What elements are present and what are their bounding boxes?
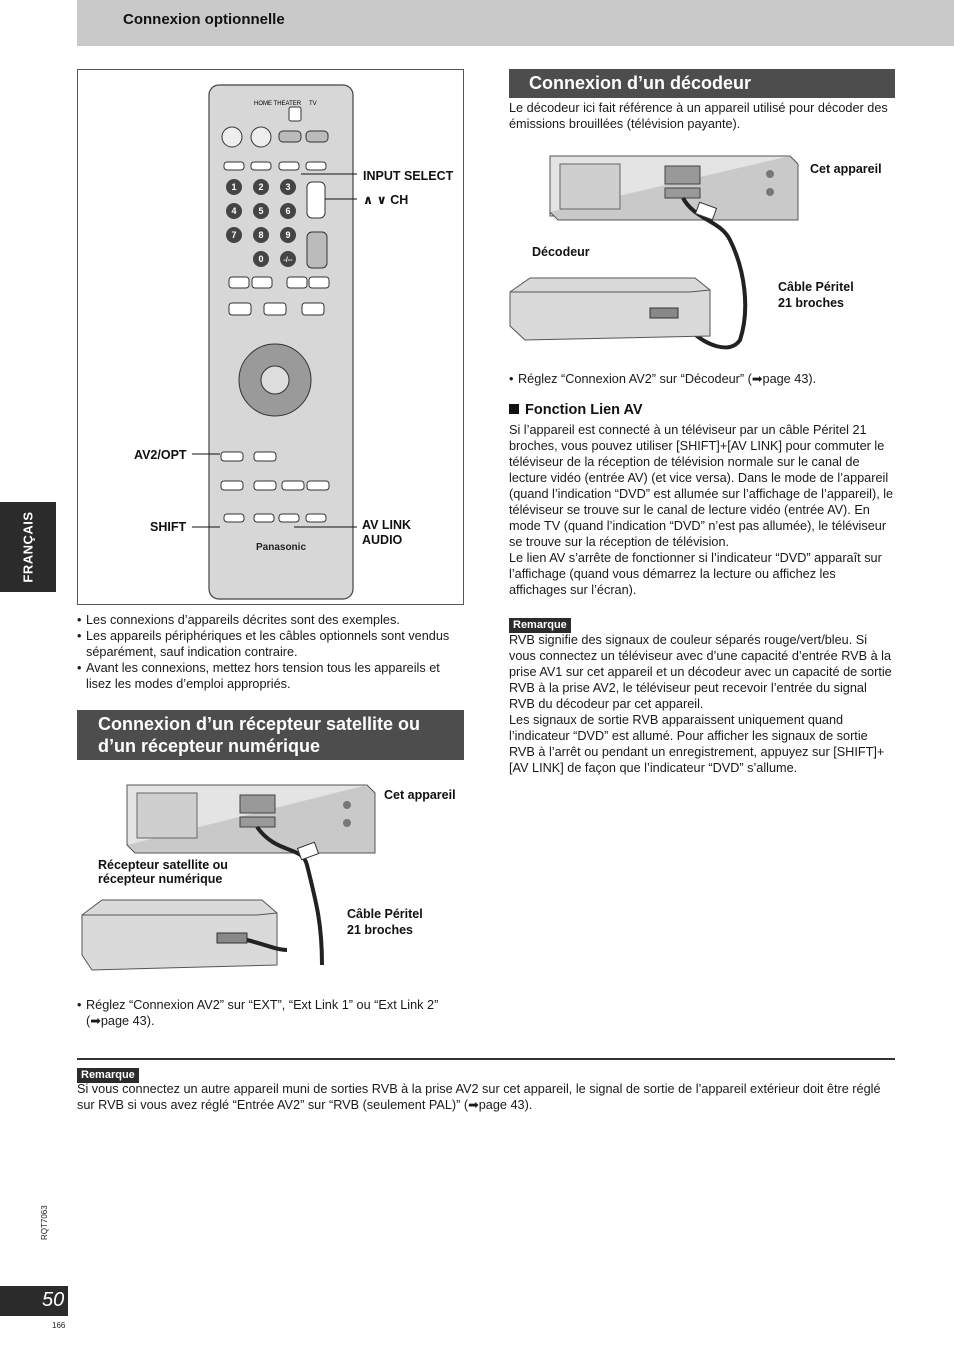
list-item: • Réglez “Connexion AV2” sur “Décodeur” (➡page 43). — [509, 372, 817, 386]
device-label: Cet appareil — [384, 788, 456, 802]
page-number: 50 — [42, 1289, 65, 1311]
receiver-label-line2: récepteur numérique — [98, 872, 223, 886]
language-tab-label: FRANÇAIS — [20, 511, 36, 583]
decoder-cable-label-line2: 21 broches — [778, 296, 845, 310]
svg-text:0: 0 — [258, 254, 264, 264]
input-select-label: INPUT SELECT — [363, 169, 454, 183]
decoder-setting-note — [509, 371, 895, 387]
audio-label: AUDIO — [362, 533, 403, 547]
svg-text:TV: TV — [309, 101, 317, 107]
sub-page-number: 166 — [52, 1321, 66, 1330]
channel-label: ∧ ∨ CH — [363, 193, 409, 207]
svg-text:HOME THEATER: HOME THEATER — [254, 101, 302, 107]
svg-text:1: 1 — [231, 182, 237, 192]
shift-label: SHIFT — [150, 520, 187, 534]
svg-text:3: 3 — [285, 182, 291, 192]
divider — [77, 1058, 895, 1060]
svg-text:Panasonic: Panasonic — [255, 542, 307, 553]
list-item: • Les appareils périphériques et les câbles optionnels sont vendus séparément, sauf indication contraire. — [77, 629, 450, 659]
svg-text:5: 5 — [258, 206, 264, 216]
list-item: • Les connexions d’appareils décrites sont des exemples. — [77, 613, 400, 627]
language-tab — [0, 502, 56, 592]
remarque-text: RVB signifie des signaux de couleur séparés rouge/vert/bleu. Si vous connectez un téléviseur avec d’une capacité d’entrée RVB à la prise AV1 sur cet appareil et un décodeur avec un capacité de sortie RVB à la prise AV2, le téléviseur peut recevoir l’entrée du signal RVB du décodeur par cet appareil. Les signaux de sortie RVB apparaissent uniquement quand l’indicateur “DVD” est allumé. Pour afficher les signaux de sortie RVB à l’arrêt ou pendant un enregistrement, appuyez sur [SHIFT]+[AV LINK] de façon que l’indicateur “DVD” s’allume. — [509, 633, 892, 775]
document-code: RQT7063 — [40, 1205, 49, 1240]
list-item: • Avant les connexions, mettez hors tension tous les appareils et lisez les modes d’emploi appropriés. — [77, 661, 440, 691]
svg-text:8: 8 — [258, 230, 264, 240]
fonction-lien-av-text: Si l’appareil est connecté à un téléviseur par un câble Péritel 21 broches, vous pouvez utiliser [SHIFT]+[AV LINK] pour commuter le téléviseur de la réception de télévision normale sur le canal de lecture vidéo (entrée AV) (et vice versa). Dans le mode de l’appareil (quand l’indication “DVD” est allumée sur l’affichage de l’appareil), le téléviseur se trouve sur le canal de lecture vidéo (entrée AV). En mode TV (quand l’indication “DVD” n’est pas allumée), le téléviseur se trouve sur la réception de télévision. Le lien AV s’arrête de fonctionner si l’indicateur “DVD” apparaît sur l’affichage (quand vous démarrez la lecture ou affichez les affichages sur l’écran). — [509, 423, 894, 597]
cable-label-line2: 21 broches — [347, 923, 414, 937]
svg-text:4: 4 — [231, 206, 237, 216]
cable-label-line1: Câble Péritel — [347, 907, 423, 921]
decoder-intro: Le décodeur ici fait référence à un appareil utilisé pour décoder des émissions brouillées (télévision payante). — [509, 101, 888, 131]
av-link-label: AV LINK — [362, 518, 412, 532]
svg-text:6: 6 — [285, 206, 291, 216]
svg-text:-/--: -/-- — [283, 257, 293, 264]
general-notes — [77, 612, 462, 692]
bottom-remarque-badge: Remarque — [77, 1065, 139, 1083]
square-bullet-icon — [509, 404, 519, 414]
svg-text:7: 7 — [231, 230, 237, 240]
decoder-cable-label-line1: Câble Péritel — [778, 280, 854, 294]
fonction-lien-av-heading: Fonction Lien AV — [509, 402, 643, 418]
decoder-device-label: Cet appareil — [810, 162, 882, 176]
receiver-label-line1: Récepteur satellite ou — [98, 858, 228, 872]
page-section-title: Connexion optionnelle — [123, 11, 285, 28]
svg-text:2: 2 — [258, 182, 264, 192]
svg-text:9: 9 — [285, 230, 291, 240]
bottom-remarque-text: Si vous connectez un autre appareil muni de sorties RVB à la prise AV2 sur cet appareil, le signal de sortie de l’appareil extérieur doit être réglé sur RVB si vous avez réglé “Entrée AV2” sur “RVB (seulement PAL)” (➡page 43). — [77, 1082, 881, 1112]
remarque-badge: Remarque — [509, 615, 571, 633]
list-item: • Réglez “Connexion AV2” sur “EXT”, “Ext Link 1” ou “Ext Link 2” (➡page 43). — [77, 998, 439, 1028]
satellite-section-title: Connexion d’un récepteur satellite ou d’un récepteur numérique — [77, 710, 464, 760]
av2-opt-label: AV2/OPT — [134, 448, 187, 462]
satellite-setting-note — [77, 997, 462, 1029]
decoder-section-title: Connexion d’un décodeur — [509, 69, 895, 98]
decoder-label: Décodeur — [532, 245, 590, 259]
